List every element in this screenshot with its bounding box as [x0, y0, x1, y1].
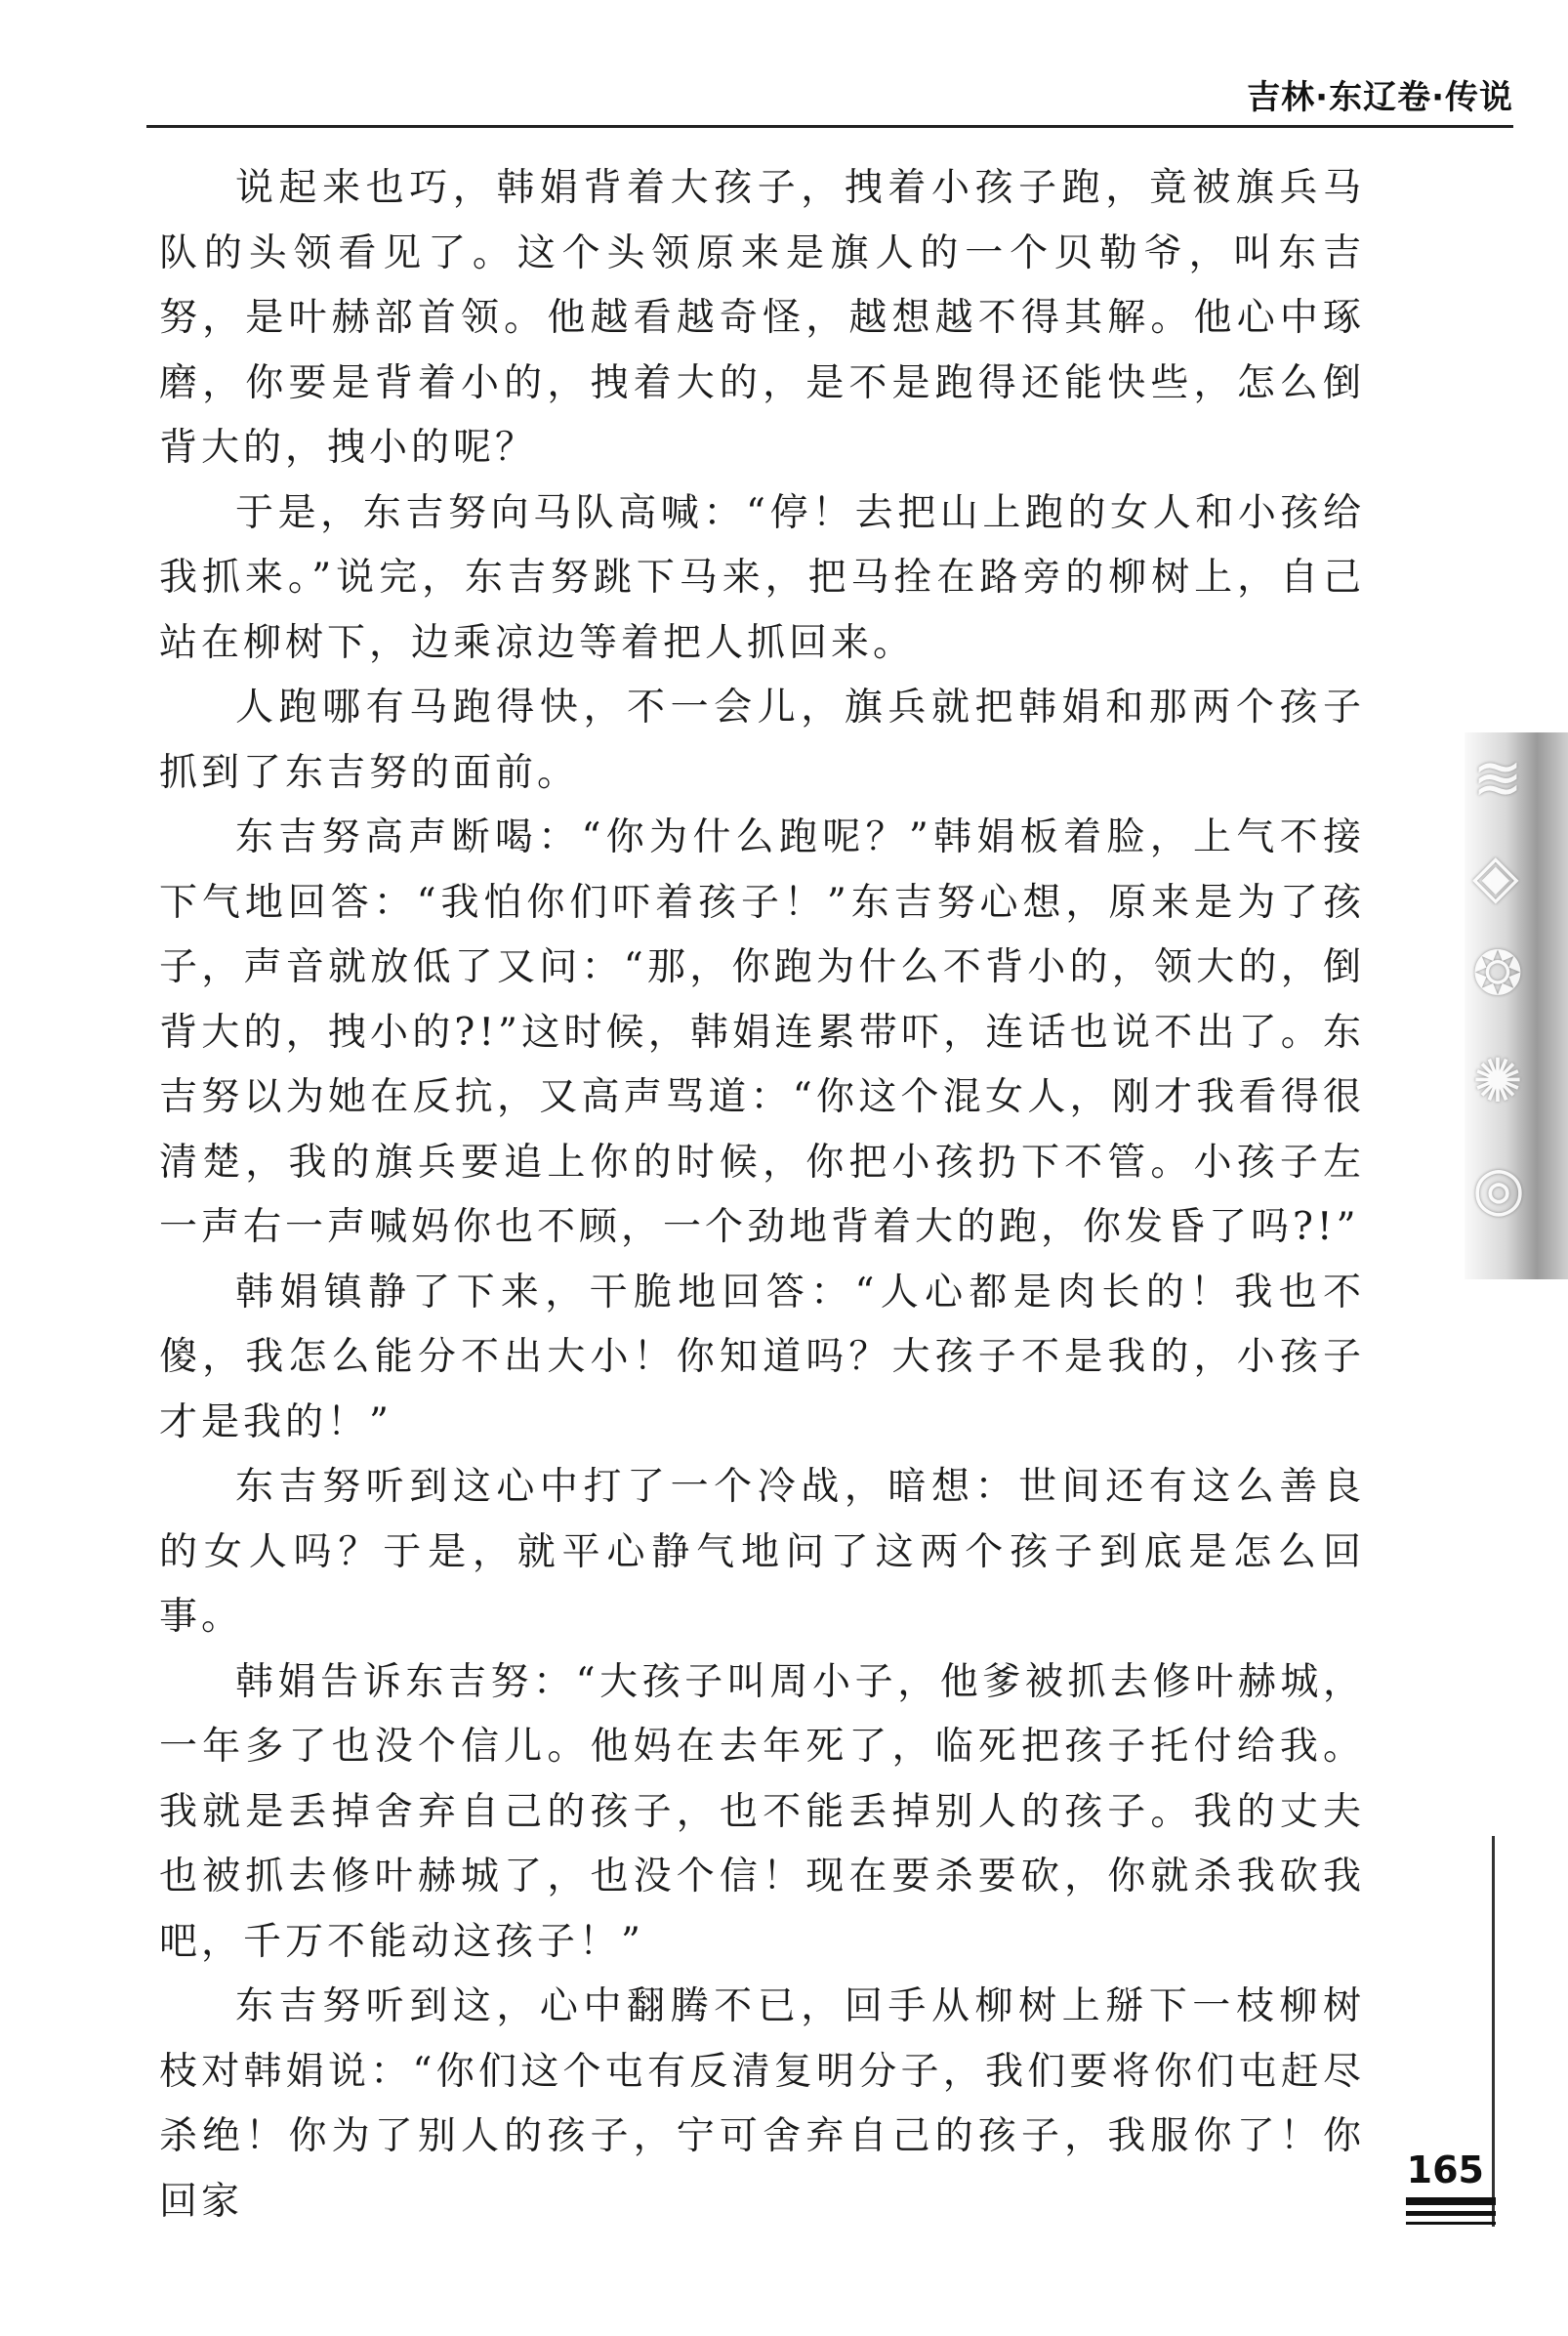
paragraph-3: 人跑哪有马跑得快，不一会儿，旗兵就把韩娟和那两个孩子抓到了东吉努的面前。 — [159, 686, 1365, 795]
running-header: 吉林·东辽卷·传说 — [1247, 78, 1513, 117]
body-text — [159, 156, 1365, 2234]
paragraph-2: 于是，东吉努向马队高喊：“停！去把山上跑的女人和小孩给我抓来。”说完，东吉努跳下马来，把马拴在路旁的柳树上，自己站在柳树下，边乘凉边等着把人抓回来。 — [159, 490, 1365, 665]
paragraph-6: 东吉努听到这心中打了一个冷战，暗想：世间还有这么善良的女人吗？于是，就平心静气地问了这两个孩子到底是怎么回事。 — [159, 1465, 1365, 1639]
paragraph-7: 韩娟告诉东吉努：“大孩子叫周小子，他爹被抓去修叶赫城，一年多了也没个信儿。他妈在去年死了，临死把孩子托付给我。我就是丢掉舍弃自己的孩子，也不能丢掉别人的孩子。我的丈夫也被抓去修叶赫城了，也没个信！现在要杀要砍，你就杀我砍我吧，千万不能动这孩子！” — [159, 1659, 1365, 1964]
paragraph-1: 说起来也巧，韩娟背着大孩子，拽着小孩子跑，竟被旗兵马队的头领看见了。这个头领原来是旗人的一个贝勒爷，叫东吉努，是叶赫部首领。他越看越奇怪，越想越不得其解。他心中琢磨，你要是背着小的，拽着大的，是不是跑得还能快些，怎么倒背大的，拽小的呢？ — [159, 166, 1365, 470]
paragraph-5: 韩娟镇静了下来，干脆地回答：“人心都是肉长的！我也不傻，我怎么能分不出大小！你知道吗？大孩子不是我的，小孩子才是我的！” — [159, 1270, 1365, 1444]
paragraph-4: 东吉努高声断喝：“你为什么跑呢？”韩娟板着脸，上气不接下气地回答：“我怕你们吓着孩子！”东吉努心想，原来是为了孩子，声音就放低了又问：“那，你跑为什么不背小的，领大的，倒背大的，拽小的?!”这时候，韩娟连累带吓，连话也说不出了。东吉努以为她在反抗，又高声骂道：“你这个混女人，刚才我看得很清楚，我的旗兵要追上你的时候，你把小孩扔下不管。小孩子左一声右一声喊妈你也不顾，一个劲地背着大的跑，你发昏了吗?!” — [159, 815, 1365, 1249]
footer-rule-3 — [1406, 2222, 1496, 2225]
header-rule — [146, 125, 1513, 128]
paragraph-8: 东吉努听到这，心中翻腾不已，回手从柳树上掰下一枝柳树枝对韩娟说：“你们这个屯有反清复明分子，我们要将你们屯赶尽杀绝！你为了别人的孩子，宁可舍弃自己的孩子，我服你了！你回家 — [159, 1984, 1365, 2224]
side-decoration-image: ≋ ◈ ❂ ✺ ◎ — [1465, 732, 1568, 1279]
footer-rule-1 — [1406, 2197, 1496, 2205]
footer-rule-2 — [1406, 2211, 1496, 2216]
page-number: 165 — [1406, 2148, 1484, 2191]
margin-rule — [1492, 1836, 1495, 2227]
